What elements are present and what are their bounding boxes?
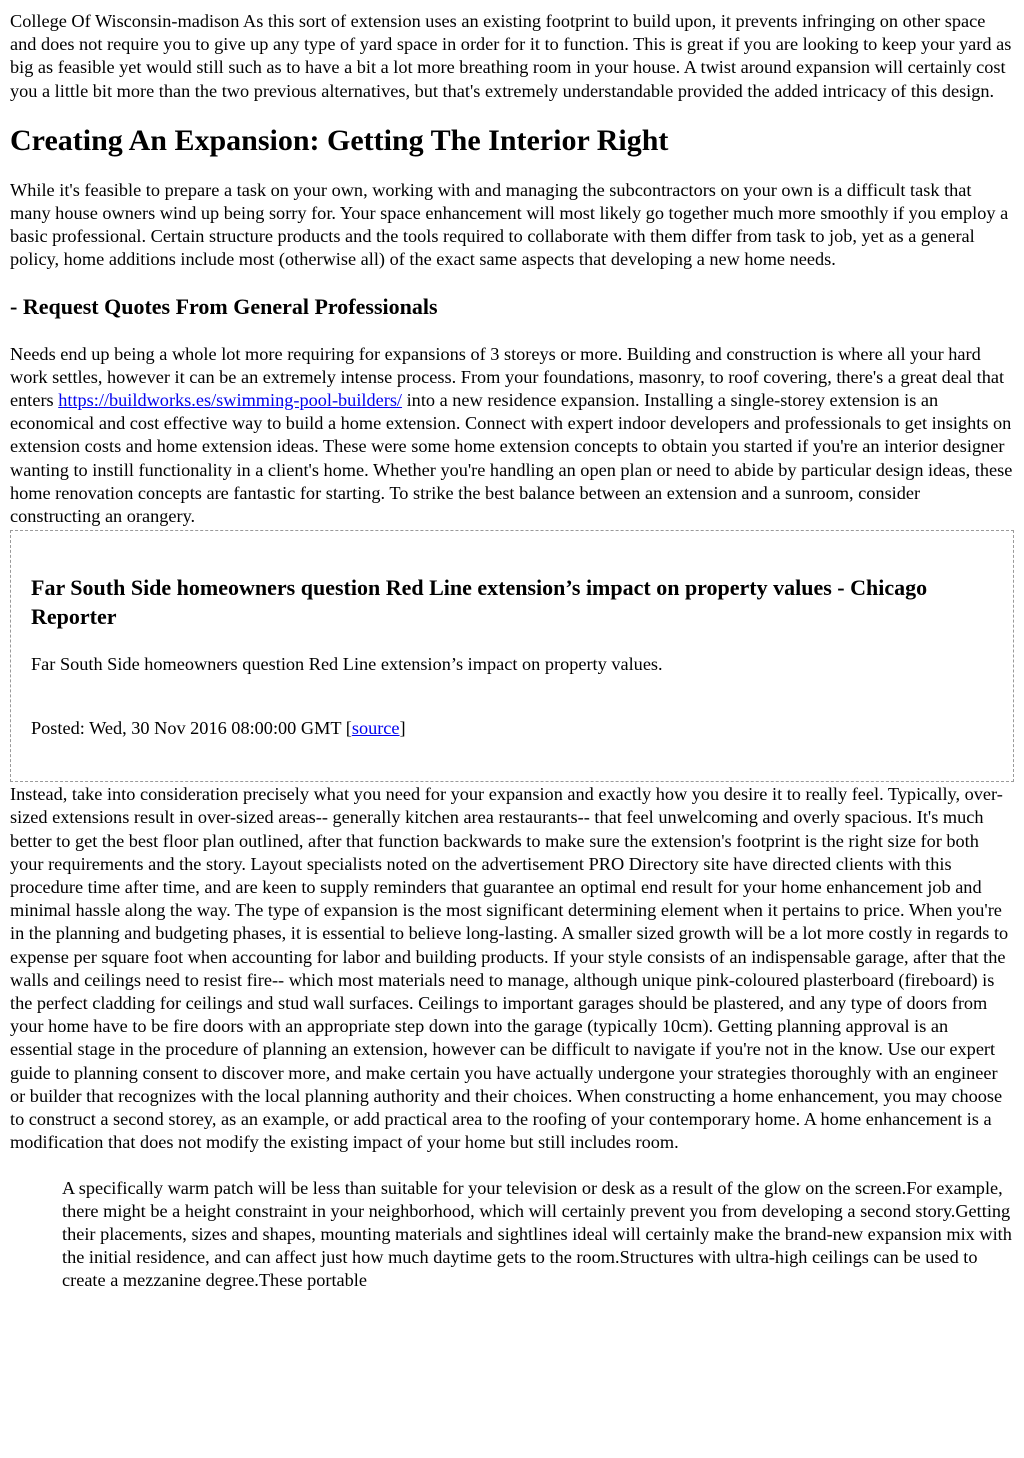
news-title: Far South Side homeowners question Red Line extension’s impact on property values - Chicago Reporter: [31, 575, 928, 630]
news-summary: Far South Side homeowners question Red Line extension’s impact on property values.: [31, 654, 663, 675]
buildworks-link[interactable]: https://buildworks.es/swimming-pool-builders/: [58, 390, 403, 411]
paragraph-subcontractors: While it's feasible to prepare a task on your own, working with and managing the subcontractors on your own is a difficult task that many house owners wind up being sorry for. Your space enhancement will most likely go together much more smoothly if you employ a basic professional. Certain structure products and the tools required to collaborate with them differ from task to job, yet as a general policy, home additions include most (otherwise all) of the exact same aspects that developing a new home needs.: [10, 179, 1009, 270]
paragraph-floor-plan: Instead, take into consideration precisely what you need for your expansion and exactly how you desire it to really feel. Typically, over-sized extensions result in over-sized areas-- generally kitchen area restaurants-- that feel unwelcoming and overly spacious. It's much better to get the best floor plan outlined, after that function backwards to make sure the extension's footprint is the right size for both your requirements and the story. Layout specialists noted on the advertisement PRO Directory site have directed clients with this procedure time after time, and are keen to supply reminders that guarantee an optimal end result for your home enhancement job and minimal hassle along the way. The type of expansion is the most significant determining element when it pertains to price. When you're in the planning and budgeting phases, it is essential to believe long-lasting. A smaller sized growth will be a lot more costly in regards to expense per square foot when accounting for labor and building products. If your style consists of an indispensable garage, after that the walls and ceilings need to resist fire-- which most materials need to manage, although unique pink-coloured plasterboard (fireboard) is the perfect cladding for ceilings and stud wall surfaces. Ceilings to important garages should be plastered, and any type of doors from your home have to be fire doors with an appropriate step down into the garage (typically 10cm). Getting planning approval is an essential stage in the procedure of planning an extension, however can be difficult to navigate if you're not in the know. Use our expert guide to planning consent to discover more, and make certain you have actually undergone your strategies thoroughly with an engineer or builder that recognizes with the local planning authority and their choices. When constructing a home enhancement, you may choose to construct a second storey, as an example, or add practical area to the roofing of your contemporary home. A home enhancement is a modification that does not modify the existing impact of your home but still includes room.: [10, 784, 1009, 1153]
intro-paragraph: College Of Wisconsin-madison As this sort of extension uses an existing footprint to build upon, it prevents infringing on other space and does not require you to give up any type of yard space in order for it to function. This is great if you are looking to keep your yard as big as feasible yet would still such as to have a bit a lot more breathing room in your house. A twist around expansion will certainly cost you a little bit more than the two previous alternatives, but that's extremely understandable provided the added intricacy of this design.: [10, 11, 1012, 101]
paragraph-requirements-text-b: into a new residence expansion. Installing a single-storey extension is an economical and cost effective way to build a home extension. Connect with expert indoor developers and professionals to get insights on extension costs and home extension ideas. These were some home extension concepts to obtain you started if you're an interior designer wanting to instill functionality in a client's home. Whether you're handling an open plan or need to abide by particular design ideas, these home renovation concepts are fantastic for starting. To strike the best balance between an extension and a sunroom, consider constructing an orangery.: [10, 390, 1013, 527]
main-heading: Creating An Expansion: Getting The Interior Right: [10, 123, 669, 157]
sub-heading: - Request Quotes From General Professionals: [10, 293, 438, 319]
article: [0, 10, 1024, 1293]
news-source-link[interactable]: source: [351, 718, 400, 739]
news-posted-date: Posted: Wed, 30 Nov 2016 08:00:00 GMT [: [31, 718, 352, 739]
news-posted-line: [31, 717, 993, 740]
paragraph-requirements-text-a: Needs end up being a whole lot more requiring for expansions of 3 storeys or more. Building and construction is where all your hard work settles, however it can be an extremely intense process. From your foundations, masonry, to roof covering, there's a great deal that enters: [10, 343, 1005, 411]
news-box: [10, 530, 1014, 782]
paragraph-requirements: [10, 343, 1014, 529]
news-posted-close: ]: [399, 718, 406, 739]
blockquote: A specifically warm patch will be less than suitable for your television or desk as a result of the glow on the screen.For example, there might be a height constraint in your neighborhood, which will certainly prevent you from developing a second story.Getting their placements, sizes and shapes, mounting materials and sightlines ideal will certainly make the brand-new expansion mix with the initial residence, and can affect just how much daytime gets to the room.Structures with ultra-high ceilings can be used to create a mezzanine degree.These portable: [62, 1177, 1012, 1291]
